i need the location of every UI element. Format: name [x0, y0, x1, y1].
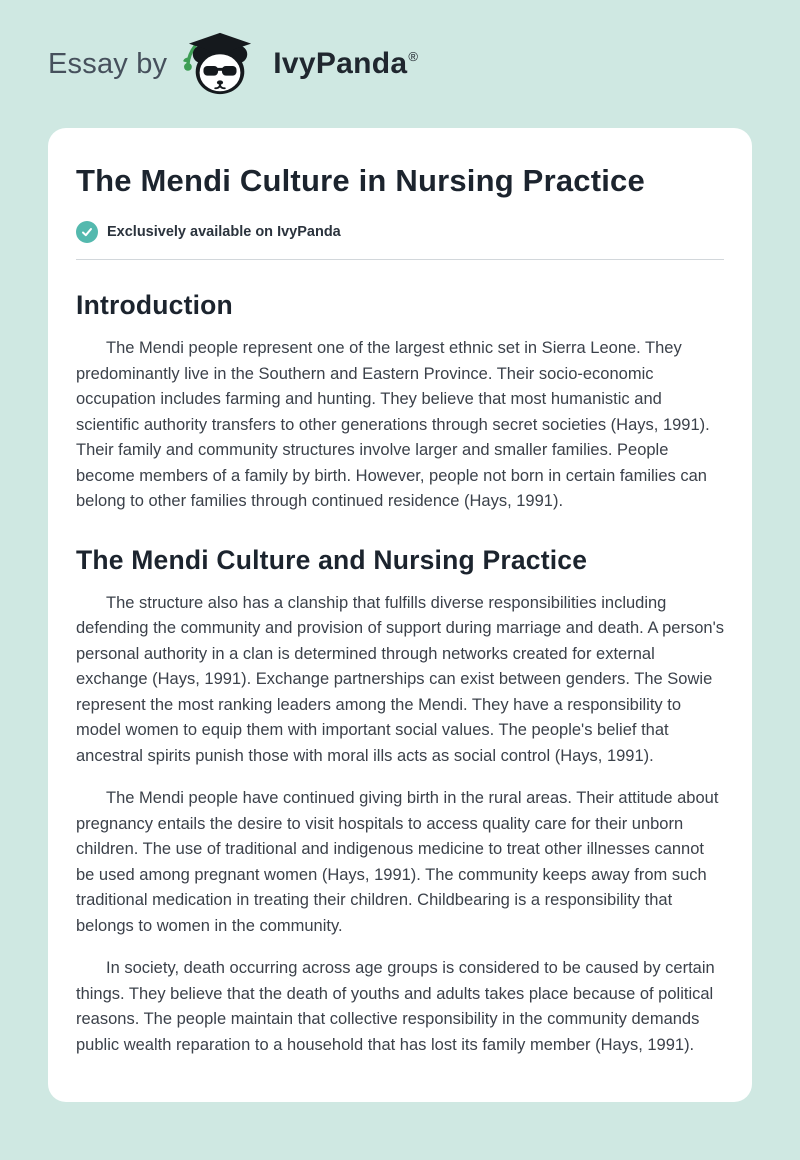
page-header	[0, 0, 800, 128]
brand-name	[273, 47, 418, 81]
brand-text: IvyPanda	[273, 47, 408, 80]
essay-by-label: Essay by	[48, 47, 168, 80]
essay-card	[48, 128, 752, 1102]
availability-badge	[76, 221, 724, 243]
registered-mark: ®	[408, 49, 419, 64]
section-heading-nursing-practice: The Mendi Culture and Nursing Practice	[76, 544, 588, 575]
essay-paragraph: In society, death occurring across age groups is considered to be caused by certain things. They believe that the death of youths and adults takes place because of political reasons. The people maintain that collective responsibility in the community demands public wealth reparation to a household that has lost its family member (Hays, 1991).	[76, 959, 715, 1054]
graduate-panda-icon	[181, 29, 259, 99]
essay-paragraph: The Mendi people have continued giving birth in the rural areas. Their attitude about pregnancy entails the desire to visit hospitals to access quality care for their unborn children. The use of traditional and indigenous medicine to treat other illnesses cannot be used among pregnant women (Hays, 1991). The community keeps away from such traditional medication in treating their children. Childbearing is a responsibility that belongs to women in the community.	[76, 789, 719, 935]
essay-paragraph: The structure also has a clanship that fulfills diverse responsibilities including defending the community and provision of support during marriage and death. A person's personal authority in a clan is determined through networks created for external exchange (Hays, 1991). Exchange partnerships can exist between genders. The Sowie represent the most ranking leaders among the Mendi. They have a responsibility to model women to equip them with important social values. The people's belief that ancestral spirits punish those with moral ills acts as social control (Hays, 1991).	[76, 593, 724, 765]
essay-paragraph: The Mendi people represent one of the largest ethnic set in Sierra Leone. They predominantly live in the Southern and Eastern Province. Their socio-economic occupation includes farming and hunting. They believe that most humanistic and scientific authority transfers to other generations through secret societies (Hays, 1991). Their family and community structures involve larger and smaller families. People become members of a family by birth. However, people not born in certain families can belong to other families through continued residence (Hays, 1991).	[76, 339, 710, 511]
essay-title: The Mendi Culture in Nursing Practice	[76, 163, 645, 198]
divider	[76, 259, 724, 260]
panda-logo-icon	[181, 29, 259, 99]
check-icon	[76, 221, 98, 243]
section-heading-introduction: Introduction	[76, 290, 233, 321]
availability-text: Exclusively available on IvyPanda	[107, 224, 341, 241]
